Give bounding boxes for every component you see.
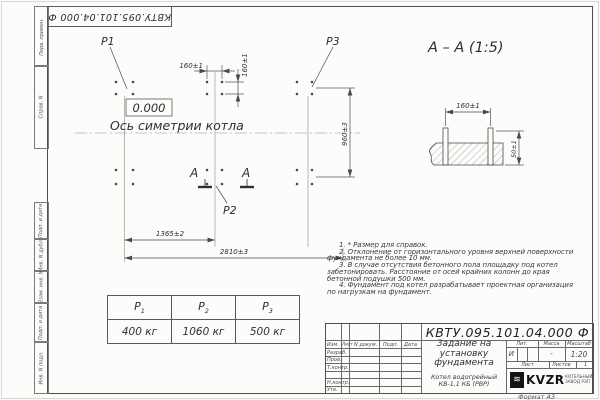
technical-notes [327,242,577,296]
col-n-dokum: N докум. [354,341,378,348]
load-table-header-row [108,296,300,320]
stamp-label: Перв. примен. [38,17,45,56]
product-name [422,369,506,393]
kvzr-logo-text: KVZR [526,373,565,387]
col-data: Дата [404,341,417,348]
load-p2-value: 1060 кг [172,320,236,344]
load-p1-value: 400 кг [108,320,172,344]
row-razrab: Разраб. [327,349,347,356]
load-table [107,295,300,344]
load-p3-value: 500 кг [236,320,300,344]
row-t-kontr: Т.контр. [327,364,349,371]
wave-icon: ≋ [513,375,521,385]
section-view-title: А – А (1:5) [428,40,504,56]
dim-160-vertical: 160±1 [241,53,249,77]
title-line: фундамента [434,358,494,369]
elevation-value: 0.000 [132,101,166,115]
dim-160-horizontal: 160±1 [179,62,203,70]
section-letter-right: А [242,166,251,180]
load-p3-header: $P_3$ [236,296,300,320]
p3-label: P3 [326,35,340,48]
company-line: КОТЕЛЬНЫЙ [565,374,593,379]
company-name [565,374,592,384]
dim-960: 960±3 [341,122,349,146]
mass-value: - [550,350,553,358]
plan-centerlines [75,72,360,262]
col-list: Лист [341,341,353,347]
stamp-label: Подп. и дата [38,203,45,239]
load-p2-header: $P_2$ [172,296,236,320]
note-3: 3. В случае отсутствия бетонного пола площадку под котел забетонировать. Расстояние от осей крайних колонн до края бетонной подушки 500 мм. [327,261,558,283]
boiler-axis-label: Ось симетрии котла [110,118,244,133]
lit-value: И [508,350,514,358]
p2-label: P2 [223,204,237,217]
title-line: установку [439,348,489,359]
sheets-label: Листов [552,362,571,368]
stamp-label: Инв. N дубл. [38,238,45,272]
drawing-title [422,340,506,369]
format-label: Формат А3 [518,393,556,400]
stamp-label: Справ. N [38,95,45,119]
stamp-label: Взам. инв. N [38,270,45,304]
rotated-doc-number: КВТУ.095.101.04.000 Ф [47,11,172,22]
row-n-kontr: Н.контр. [327,379,350,386]
section-dim-50: 50±1 [510,140,518,158]
load-p1-header: $P_1$ [108,296,172,320]
anchor-bolt-right [488,128,493,165]
section-letter-left: А [190,166,199,180]
title-block [325,323,594,394]
col-izm: Изм. [327,341,339,348]
sheets-value: 1 [584,362,588,368]
note-2: 2. Отклонение от горизонтального уровня верхней поверхности фундамента не более 10 мм. [327,247,574,263]
title-line: Задание на [436,339,492,350]
note-1: 1. * Размер для справок. [339,241,428,249]
dim-1365: 1365±2 [155,230,185,238]
p1-label: P1 [101,35,115,48]
row-prov: Пров. [327,357,342,363]
dim-2810: 2810±3 [219,248,249,256]
section-view [427,40,524,165]
row-utv: Утв. [327,387,338,393]
sheet-label: Лист [521,361,534,368]
load-table-value-row [108,320,300,344]
scale-value: 1:20 [570,349,588,359]
product-line: КВ-1,1 КБ (РВР) [438,381,490,388]
mass-label: Масса [543,340,560,347]
col-podp: Подп. [383,341,399,348]
anchor-bolt-left [443,128,448,165]
title-block-doc-number: КВТУ.095.101.04.000 Ф [425,324,590,340]
kvzr-logo-mark [510,372,524,388]
lit-label: Лит. [516,340,528,347]
product-line: Котел водогрейный [430,374,498,381]
note-4: 4. Фундамент под котел разрабатывает проектная организация по нагрузкам на фундамент. [327,281,573,296]
company-line: ЗАВОД РЭП [565,379,590,384]
stamp-label: Подп. и дата [38,305,45,340]
section-dim-160: 160±1 [456,102,480,110]
scale-label: Масштаб [567,340,591,347]
stamp-label: Инв. N подл. [38,350,45,385]
